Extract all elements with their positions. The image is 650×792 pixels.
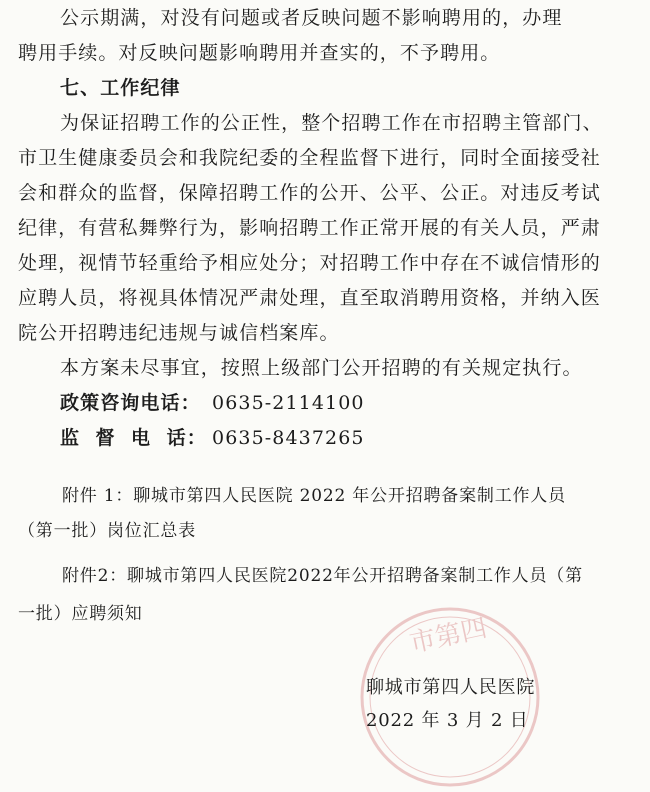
supervision-phone-number: 0635-8437265: [212, 427, 365, 449]
body-line-5: 会和群众的监督，保障招聘工作的公开、公平、公正。对违反考试: [18, 182, 601, 204]
section-heading: 七、工作纪律: [60, 77, 181, 99]
body-line-9: 院公开招聘违纪违规与诚信档案库。: [18, 322, 340, 344]
signature-date: 2022 年 3 月 2 日: [366, 710, 529, 731]
signature-organization: 聊城市第四人民医院: [366, 677, 536, 698]
attachment-1-line-2: （第一批）岗位汇总表: [18, 521, 196, 541]
body-line-10: 本方案未尽事宜，按照上级部门公开招聘的有关规定执行。: [60, 357, 583, 379]
body-line-1: 公示期满，对没有问题或者反映问题不影响聘用的，办理: [60, 7, 563, 29]
body-line-2: 聘用手续。对反映问题影响聘用并查实的，不予聘用。: [18, 42, 501, 64]
attachment-2-line-2: 一批）应聘须知: [18, 604, 143, 624]
policy-phone-label: 政策咨询电话：: [60, 392, 201, 414]
body-line-3: 为保证招聘工作的公正性，整个招聘工作在市招聘主管部门、: [60, 112, 603, 134]
body-line-8: 应聘人员，将视具体情况严肃处理，直至取消聘用资格，并纳入医: [18, 287, 601, 309]
body-line-7: 处理，视情节轻重给予相应处分；对招聘工作中存在不诚信情形的: [18, 252, 601, 274]
policy-phone-number: 0635-2114100: [212, 392, 365, 414]
supervision-phone-label: 监 督 电 话：: [60, 427, 207, 449]
body-line-6: 纪律，有营私舞弊行为，影响招聘工作正常开展的有关人员，严肃: [18, 217, 601, 239]
seal-text: 市第四: [407, 613, 490, 659]
body-line-4: 市卫生健康委员会和我院纪委的全程监督下进行，同时全面接受社: [18, 147, 601, 169]
attachment-1-line-1: 附件 1：聊城市第四人民医院 2022 年公开招聘备案制工作人员: [62, 486, 566, 506]
attachment-2-line-1: 附件2：聊城市第四人民医院2022年公开招聘备案制工作人员（第: [62, 566, 583, 586]
